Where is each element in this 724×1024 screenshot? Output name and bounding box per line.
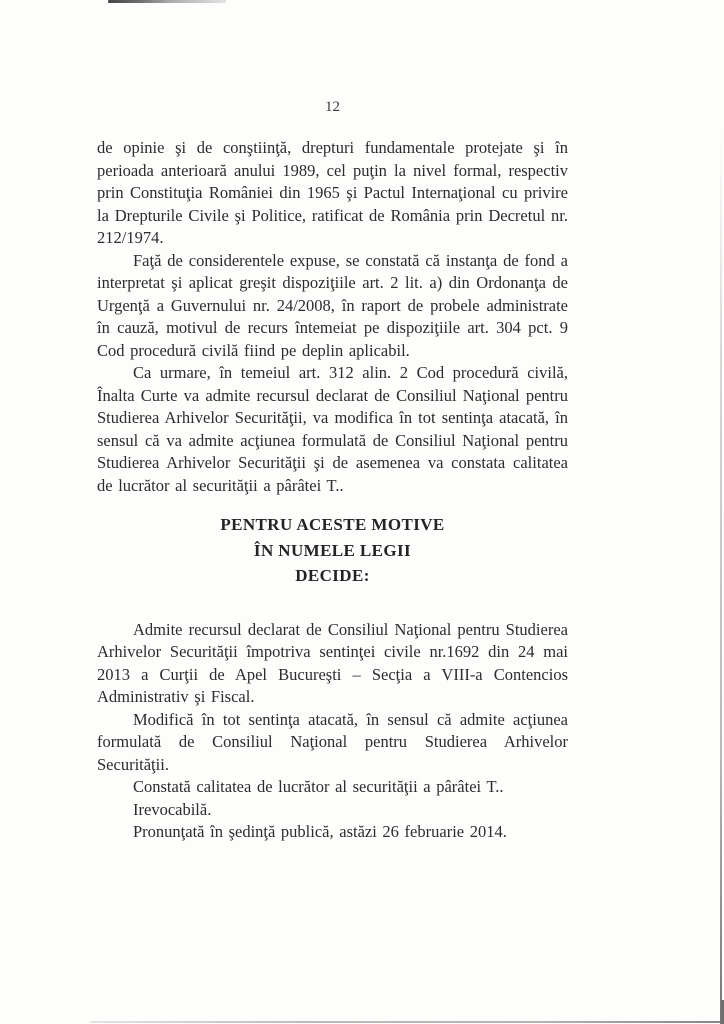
decision-heading [97, 512, 568, 589]
scan-artifact-right-edge-line [720, 130, 722, 1024]
page-number: 12 [325, 99, 340, 115]
paragraph-continuation: de opinie şi de conştiinţă, drepturi fundamentale protejate şi în perioada anterioară anului 1989, cel puţin la nivel formal, respectiv prin Constituţia României din 1965 şi Pactul Internaţional cu privire la Drepturile Civile şi Politice, ratificat de România prin Decretul nr. 212/1974. [97, 138, 568, 247]
scan-artifact-bottom-edge-line [90, 1021, 724, 1023]
decision-heading-line-2: ÎN NUMELE LEGII [253, 540, 412, 560]
page-text-block [97, 0, 568, 844]
decision-paragraph-pronuntata: Pronunţată în şedinţă publică, astăzi 26 februarie 2014. [133, 822, 507, 841]
decision-paragraph-admite: Admite recursul declarat de Consiliul Naţional pentru Studierea Arhivelor Securităţii împotriva sentinţei civile nr.1692 din 24 mai 2013 a Curţii de Apel Bucureşti – Secţia a VIII-a Contencios Administrativ şi Fiscal. [97, 619, 568, 706]
decision-heading-line-3: DECIDE: [295, 566, 370, 585]
body-text [97, 137, 568, 844]
paragraph-ca-urmare: Ca urmare, în temeiul art. 312 alin. 2 Cod procedură civilă, Înalta Curte va admite recursul declarat de Consiliul Naţional pentru Studierea Arhivelor Securităţii, va modifica în tot sentinţa atacată, în sensul că va admite acţiunea formulată de Consiliul Naţional pentru Studierea Arhivelor Securităţii şi de asemenea va constata calitatea de lucrător al securităţii a pârâtei T.. [97, 363, 568, 495]
decision-paragraph-constata: Constată calitatea de lucrător al securităţii a pârâtei T.. [133, 777, 504, 796]
decision-heading-line-1: PENTRU ACESTE MOTIVE [220, 515, 445, 534]
paragraph-considerente: Faţă de considerentele expuse, se constată că instanţa de fond a interpretat şi aplicat greşit dispoziţiile art. 2 lit. a) din Ordonanţa de Urgenţă a Guvernului nr. 24/2008, în raport de probele administrate în cauză, motivul de recurs întemeiat pe dispoziţiile art. 304 pct. 9 Cod procedură civilă fiind pe deplin aplicabil. [97, 250, 568, 360]
decision-paragraph-modifica: Modifică în tot sentinţa atacată, în sensul că admite acţiunea formulată de Consiliul Naţional pentru Studierea Arhivelor Securităţii. [97, 709, 568, 774]
decision-paragraph-irevocabila: Irevocabilă. [133, 799, 212, 819]
